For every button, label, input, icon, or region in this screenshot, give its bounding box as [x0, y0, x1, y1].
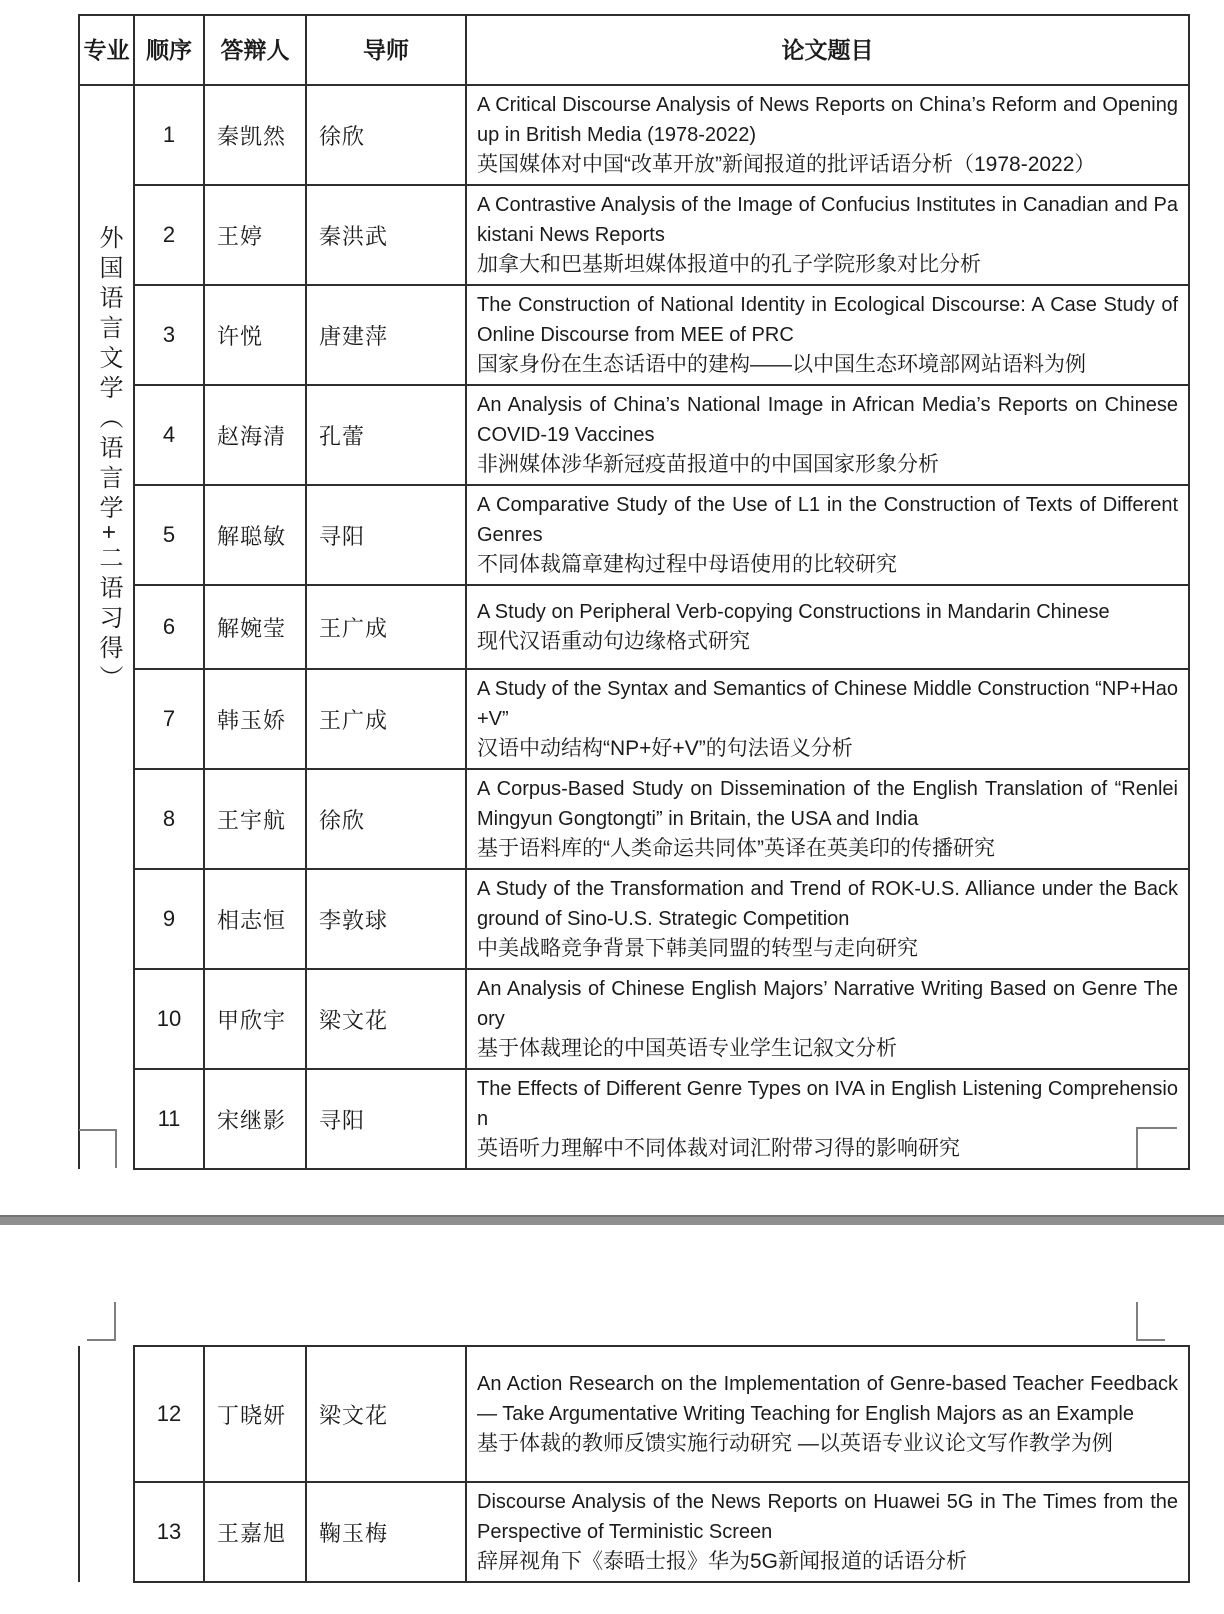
table-row: [79, 769, 1189, 869]
thesis-title-cell: [466, 585, 1189, 669]
defender-cell: 韩玉娇: [204, 669, 306, 769]
order-cell: 6: [134, 585, 204, 669]
defender-cell: 赵海清: [204, 385, 306, 485]
major-cell: [79, 85, 134, 1169]
col-header-order: 顺序: [134, 15, 204, 85]
thesis-title-cell: [466, 185, 1189, 285]
order-cell: 7: [134, 669, 204, 769]
thesis-title-chinese: 不同体裁篇章建构过程中母语使用的比较研究: [477, 553, 897, 576]
page2-top-left-crop-mark: [87, 1302, 116, 1341]
order-cell: 3: [134, 285, 204, 385]
table-row: [79, 585, 1189, 669]
thesis-title-english: A Comparative Study of the Use of L1 in the Construction of Texts of Different Genres: [477, 494, 1178, 546]
table-row: [79, 1482, 1189, 1582]
page1-bottom-right-crop-mark: [1136, 1127, 1177, 1168]
advisor-cell: 王广成: [306, 585, 466, 669]
defender-cell: 甲欣宇: [204, 969, 306, 1069]
thesis-title-cell: [466, 869, 1189, 969]
thesis-title-cell: [466, 1482, 1189, 1582]
advisor-cell: 鞠玉梅: [306, 1482, 466, 1582]
order-cell: 10: [134, 969, 204, 1069]
thesis-title-cell: [466, 969, 1189, 1069]
thesis-title-cell: [466, 85, 1189, 185]
advisor-cell: 梁文花: [306, 969, 466, 1069]
thesis-title-chinese: 辞屏视角下《泰晤士报》华为5G新闻报道的话语分析: [477, 1550, 968, 1573]
table-row: [79, 485, 1189, 585]
table-row: [79, 869, 1189, 969]
defender-cell: 许悦: [204, 285, 306, 385]
defender-cell: 宋继影: [204, 1069, 306, 1169]
table-row: [79, 85, 1189, 185]
defender-cell: 王宇航: [204, 769, 306, 869]
order-cell: 9: [134, 869, 204, 969]
thesis-title-cell: [466, 285, 1189, 385]
table-row: [79, 385, 1189, 485]
thesis-title-english: The Construction of National Identity in Ecological Discourse: A Case Study of Online Discourse from MEE of PRC: [477, 294, 1178, 346]
advisor-cell: 孔蕾: [306, 385, 466, 485]
defender-cell: 相志恒: [204, 869, 306, 969]
order-cell: 1: [134, 85, 204, 185]
thesis-title-english: A Corpus-Based Study on Dissemination of the English Translation of “Renlei Mingyun Gongtongti” in Britain, the USA and India: [477, 778, 1178, 830]
thesis-title-cell: [466, 485, 1189, 585]
advisor-cell: 李敦球: [306, 869, 466, 969]
defender-cell: 解婉莹: [204, 585, 306, 669]
order-cell: 2: [134, 185, 204, 285]
thesis-title-chinese: 基于语料库的“人类命运共同体”英译在英美印的传播研究: [477, 837, 995, 860]
thesis-title-chinese: 非洲媒体涉华新冠疫苗报道中的中国国家形象分析: [477, 453, 939, 476]
defense-schedule-table-page1: [78, 14, 1190, 1170]
order-cell: 12: [134, 1346, 204, 1482]
thesis-title-chinese: 加拿大和巴基斯坦媒体报道中的孔子学院形象对比分析: [477, 253, 981, 276]
defender-cell: 丁晓妍: [204, 1346, 306, 1482]
order-cell: 11: [134, 1069, 204, 1169]
col-header-major: 专业: [79, 15, 134, 85]
order-cell: 4: [134, 385, 204, 485]
thesis-title-english: An Action Research on the Implementation of Genre-based Teacher Feedback — Take Argumentative Writing Teaching for English Majors as an Example: [477, 1373, 1178, 1425]
thesis-title-cell: [466, 1069, 1189, 1169]
advisor-cell: 王广成: [306, 669, 466, 769]
thesis-title-chinese: 基于体裁理论的中国英语专业学生记叙文分析: [477, 1037, 897, 1060]
thesis-title-english: Discourse Analysis of the News Reports on Huawei 5G in The Times from the Perspective of Terministic Screen: [477, 1491, 1178, 1543]
advisor-cell: 秦洪武: [306, 185, 466, 285]
defense-schedule-table-page2: [78, 1345, 1190, 1583]
thesis-title-cell: [466, 385, 1189, 485]
advisor-cell: 寻阳: [306, 485, 466, 585]
thesis-title-english: A Critical Discourse Analysis of News Reports on China’s Reform and Opening up in British Media (1978-2022): [477, 94, 1178, 146]
thesis-title-cell: [466, 669, 1189, 769]
table-row: [79, 969, 1189, 1069]
thesis-title-english: An Analysis of China’s National Image in African Media’s Reports on Chinese COVID-19 Vaccines: [477, 394, 1178, 446]
thesis-title-chinese: 英国媒体对中国“改革开放”新闻报道的批评话语分析（1978-2022）: [477, 153, 1096, 176]
thesis-title-cell: [466, 769, 1189, 869]
table-row: [79, 1346, 1189, 1482]
thesis-title-english: A Contrastive Analysis of the Image of Confucius Institutes in Canadian and Pakistani News Reports: [477, 194, 1178, 246]
thesis-title-chinese: 现代汉语重动句边缘格式研究: [477, 630, 750, 653]
major-cell: [79, 1346, 134, 1582]
order-cell: 5: [134, 485, 204, 585]
thesis-title-chinese: 基于体裁的教师反馈实施行动研究 —以英语专业议论文写作教学为例: [477, 1432, 1113, 1455]
thesis-title-english: The Effects of Different Genre Types on IVA in English Listening Comprehension: [477, 1078, 1178, 1130]
thesis-title-chinese: 汉语中动结构“NP+好+V”的句法语义分析: [477, 737, 853, 760]
page2-top-right-crop-mark: [1136, 1302, 1165, 1341]
col-header-defender: 答辩人: [204, 15, 306, 85]
thesis-title-cell: [466, 1346, 1189, 1482]
table-row: [79, 1069, 1189, 1169]
thesis-title-chinese: 中美战略竞争背景下韩美同盟的转型与走向研究: [477, 937, 918, 960]
thesis-title-chinese: 国家身份在生态话语中的建构——以中国生态环境部网站语料为例: [477, 353, 1086, 376]
header-row: [79, 15, 1189, 85]
advisor-cell: 徐欣: [306, 85, 466, 185]
defender-cell: 解聪敏: [204, 485, 306, 585]
thesis-title-chinese: 英语听力理解中不同体裁对词汇附带习得的影响研究: [477, 1137, 960, 1160]
defender-cell: 秦凯然: [204, 85, 306, 185]
advisor-cell: 徐欣: [306, 769, 466, 869]
advisor-cell: 梁文花: [306, 1346, 466, 1482]
table-row: [79, 185, 1189, 285]
thesis-title-english: A Study of the Syntax and Semantics of Chinese Middle Construction “NP+Hao+V”: [477, 678, 1178, 730]
thesis-title-english: A Study of the Transformation and Trend of ROK-U.S. Alliance under the Background of Sino-U.S. Strategic Competition: [477, 878, 1178, 930]
thesis-title-english: A Study on Peripheral Verb-copying Constructions in Mandarin Chinese: [477, 601, 1110, 623]
defender-cell: 王嘉旭: [204, 1482, 306, 1582]
page-break-bar: [0, 1215, 1224, 1225]
order-cell: 8: [134, 769, 204, 869]
thesis-title-english: An Analysis of Chinese English Majors’ Narrative Writing Based on Genre Theory: [477, 978, 1178, 1030]
page1-bottom-left-crop-mark: [79, 1129, 117, 1168]
order-cell: 13: [134, 1482, 204, 1582]
col-header-advisor: 导师: [306, 15, 466, 85]
advisor-cell: 唐建萍: [306, 285, 466, 385]
advisor-cell: 寻阳: [306, 1069, 466, 1169]
defender-cell: 王婷: [204, 185, 306, 285]
col-header-thesis-title: 论文题目: [466, 15, 1189, 85]
table-row: [79, 669, 1189, 769]
major-label: 外国语言文学（语言学+二语习得）: [95, 225, 122, 696]
table-row: [79, 285, 1189, 385]
